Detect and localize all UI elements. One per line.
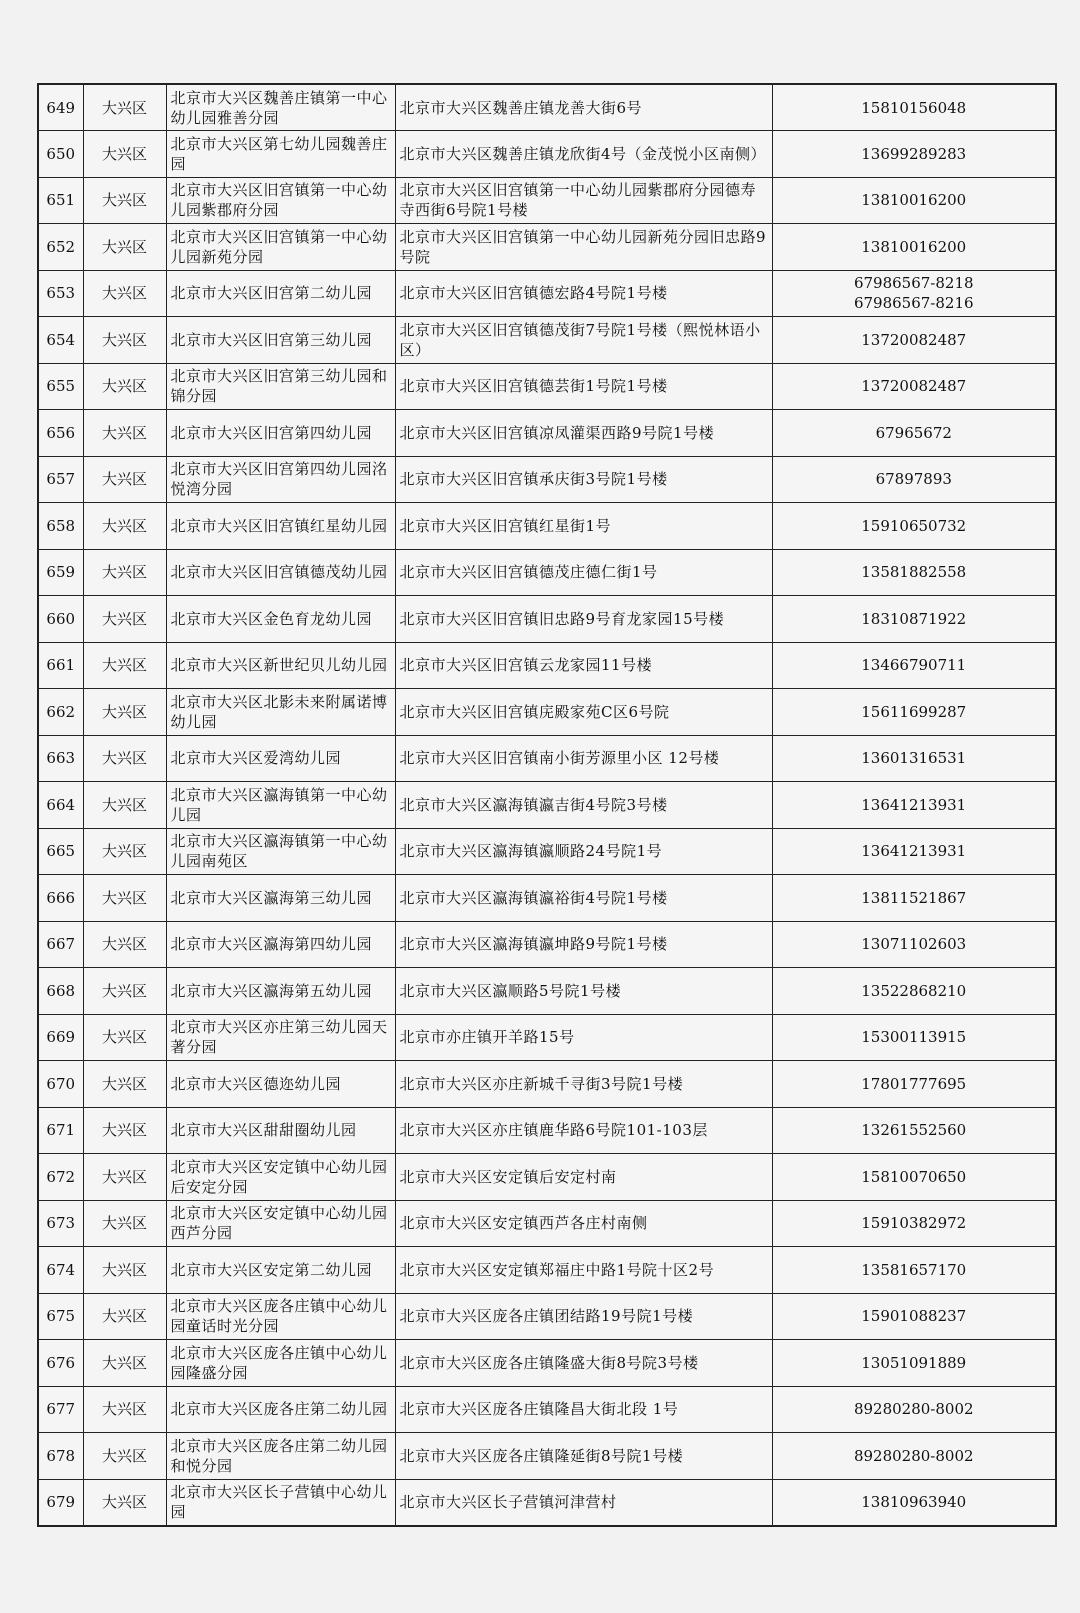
address-cell: 北京市大兴区庞各庄镇团结路19号院1号楼 — [395, 1293, 772, 1340]
table-row — [38, 968, 1056, 1015]
phone-cell: 15810070650 — [772, 1154, 1056, 1201]
row-number-cell: 658 — [38, 503, 83, 550]
district-cell: 大兴区 — [83, 782, 166, 829]
row-number-cell: 674 — [38, 1247, 83, 1294]
district-cell: 大兴区 — [83, 224, 166, 271]
address-cell: 北京市大兴区亦庄镇鹿华路6号院101-103层 — [395, 1107, 772, 1154]
phone-cell: 13810016200 — [772, 224, 1056, 271]
kindergarten-name-cell: 北京市大兴区瀛海镇第一中心幼儿园南苑区 — [166, 828, 395, 875]
table-row — [38, 84, 1056, 131]
phone-cell: 89280280-8002 — [772, 1386, 1056, 1433]
address-cell: 北京市大兴区旧宫镇德茂庄德仁街1号 — [395, 549, 772, 596]
district-cell: 大兴区 — [83, 828, 166, 875]
address-cell: 北京市大兴区长子营镇河津营村 — [395, 1479, 772, 1526]
table-row — [38, 1061, 1056, 1108]
kindergarten-name-cell: 北京市大兴区北影未来附属诺博幼儿园 — [166, 689, 395, 736]
row-number-cell: 673 — [38, 1200, 83, 1247]
kindergarten-name-cell: 北京市大兴区魏善庄镇第一中心幼儿园雅善分园 — [166, 84, 395, 131]
district-cell: 大兴区 — [83, 642, 166, 689]
table-row — [38, 828, 1056, 875]
row-number-cell: 672 — [38, 1154, 83, 1201]
district-cell: 大兴区 — [83, 1154, 166, 1201]
table-row — [38, 921, 1056, 968]
district-cell: 大兴区 — [83, 1433, 166, 1480]
address-cell: 北京市大兴区魏善庄镇龙欣街4号（金茂悦小区南侧） — [395, 131, 772, 178]
table-row — [38, 875, 1056, 922]
district-cell: 大兴区 — [83, 363, 166, 410]
table-row — [38, 1433, 1056, 1480]
table-row — [38, 270, 1056, 317]
kindergarten-name-cell: 北京市大兴区亦庄第三幼儿园天著分园 — [166, 1014, 395, 1061]
address-cell: 北京市大兴区旧宫镇庑殿家苑C区6号院 — [395, 689, 772, 736]
table-row — [38, 1386, 1056, 1433]
address-cell: 北京市大兴区瀛海镇瀛吉街4号院3号楼 — [395, 782, 772, 829]
table-row — [38, 1247, 1056, 1294]
district-cell: 大兴区 — [83, 1200, 166, 1247]
address-cell: 北京市大兴区魏善庄镇龙善大街6号 — [395, 84, 772, 131]
table-row — [38, 363, 1056, 410]
district-cell: 大兴区 — [83, 410, 166, 457]
phone-cell: 13466790711 — [772, 642, 1056, 689]
phone-cell: 15810156048 — [772, 84, 1056, 131]
row-number-cell: 659 — [38, 549, 83, 596]
row-number-cell: 660 — [38, 596, 83, 643]
table-row — [38, 131, 1056, 178]
address-cell: 北京市大兴区庞各庄镇隆盛大街8号院3号楼 — [395, 1340, 772, 1387]
address-cell: 北京市大兴区安定镇后安定村南 — [395, 1154, 772, 1201]
address-cell: 北京市大兴区亦庄新城千寻街3号院1号楼 — [395, 1061, 772, 1108]
row-number-cell: 663 — [38, 735, 83, 782]
row-number-cell: 662 — [38, 689, 83, 736]
row-number-cell: 670 — [38, 1061, 83, 1108]
kindergarten-name-cell: 北京市大兴区爱湾幼儿园 — [166, 735, 395, 782]
kindergarten-name-cell: 北京市大兴区庞各庄镇中心幼儿园童话时光分园 — [166, 1293, 395, 1340]
table-row — [38, 642, 1056, 689]
kindergarten-name-cell: 北京市大兴区旧宫第三幼儿园 — [166, 317, 395, 364]
row-number-cell: 652 — [38, 224, 83, 271]
district-cell: 大兴区 — [83, 1014, 166, 1061]
phone-cell: 89280280-8002 — [772, 1433, 1056, 1480]
kindergarten-name-cell: 北京市大兴区旧宫镇德茂幼儿园 — [166, 549, 395, 596]
district-cell: 大兴区 — [83, 270, 166, 317]
district-cell: 大兴区 — [83, 84, 166, 131]
district-cell: 大兴区 — [83, 1107, 166, 1154]
table-row — [38, 1293, 1056, 1340]
phone-cell: 13581882558 — [772, 549, 1056, 596]
address-cell: 北京市大兴区旧宫镇德芸街1号院1号楼 — [395, 363, 772, 410]
phone-cell: 15611699287 — [772, 689, 1056, 736]
phone-cell: 15910650732 — [772, 503, 1056, 550]
phone-cell: 17801777695 — [772, 1061, 1056, 1108]
table-row — [38, 317, 1056, 364]
phone-cell: 13261552560 — [772, 1107, 1056, 1154]
row-number-cell: 676 — [38, 1340, 83, 1387]
kindergarten-name-cell: 北京市大兴区新世纪贝儿幼儿园 — [166, 642, 395, 689]
kindergarten-name-cell: 北京市大兴区庞各庄第二幼儿园 — [166, 1386, 395, 1433]
phone-cell: 13641213931 — [772, 828, 1056, 875]
kindergarten-name-cell: 北京市大兴区瀛海第五幼儿园 — [166, 968, 395, 1015]
district-cell: 大兴区 — [83, 1247, 166, 1294]
address-cell: 北京市大兴区旧宫镇凉凤灌渠西路9号院1号楼 — [395, 410, 772, 457]
table-row — [38, 224, 1056, 271]
address-cell: 北京市大兴区瀛海镇瀛顺路24号院1号 — [395, 828, 772, 875]
table-row — [38, 1200, 1056, 1247]
phone-cell: 67965672 — [772, 410, 1056, 457]
district-cell: 大兴区 — [83, 503, 166, 550]
row-number-cell: 665 — [38, 828, 83, 875]
district-cell: 大兴区 — [83, 968, 166, 1015]
address-cell: 北京市大兴区旧宫镇德宏路4号院1号楼 — [395, 270, 772, 317]
table-row — [38, 549, 1056, 596]
phone-cell: 15910382972 — [772, 1200, 1056, 1247]
district-cell: 大兴区 — [83, 875, 166, 922]
kindergarten-name-cell: 北京市大兴区庞各庄第二幼儿园和悦分园 — [166, 1433, 395, 1480]
address-cell: 北京市大兴区旧宫镇第一中心幼儿园紫郡府分园德寿寺西街6号院1号楼 — [395, 177, 772, 224]
table-row — [38, 1479, 1056, 1526]
district-cell: 大兴区 — [83, 1061, 166, 1108]
address-cell: 北京市大兴区瀛海镇瀛裕街4号院1号楼 — [395, 875, 772, 922]
table-row — [38, 1154, 1056, 1201]
address-cell: 北京市大兴区安定镇郑福庄中路1号院十区2号 — [395, 1247, 772, 1294]
kindergarten-name-cell: 北京市大兴区旧宫第四幼儿园洺悦湾分园 — [166, 456, 395, 503]
phone-cell: 13810016200 — [772, 177, 1056, 224]
row-number-cell: 671 — [38, 1107, 83, 1154]
kindergarten-name-cell: 北京市大兴区金色育龙幼儿园 — [166, 596, 395, 643]
phone-cell: 13641213931 — [772, 782, 1056, 829]
district-cell: 大兴区 — [83, 596, 166, 643]
row-number-cell: 677 — [38, 1386, 83, 1433]
table-row — [38, 456, 1056, 503]
table-row — [38, 1014, 1056, 1061]
phone-cell: 13581657170 — [772, 1247, 1056, 1294]
phone-cell: 13522868210 — [772, 968, 1056, 1015]
address-cell: 北京市大兴区旧宫镇红星街1号 — [395, 503, 772, 550]
row-number-cell: 666 — [38, 875, 83, 922]
row-number-cell: 653 — [38, 270, 83, 317]
kindergarten-name-cell: 北京市大兴区庞各庄镇中心幼儿园隆盛分园 — [166, 1340, 395, 1387]
address-cell: 北京市大兴区庞各庄镇隆延街8号院1号楼 — [395, 1433, 772, 1480]
kindergarten-table — [37, 83, 1057, 1527]
address-cell: 北京市大兴区旧宫镇德茂街7号院1号楼（熙悦林语小区） — [395, 317, 772, 364]
table-row — [38, 735, 1056, 782]
phone-cell: 15901088237 — [772, 1293, 1056, 1340]
address-cell: 北京市大兴区安定镇西芦各庄村南侧 — [395, 1200, 772, 1247]
table-row — [38, 782, 1056, 829]
address-cell: 北京市大兴区旧宫镇南小街芳源里小区 12号楼 — [395, 735, 772, 782]
district-cell: 大兴区 — [83, 456, 166, 503]
district-cell: 大兴区 — [83, 131, 166, 178]
row-number-cell: 669 — [38, 1014, 83, 1061]
kindergarten-name-cell: 北京市大兴区安定镇中心幼儿园后安定分园 — [166, 1154, 395, 1201]
address-cell: 北京市亦庄镇开羊路15号 — [395, 1014, 772, 1061]
district-cell: 大兴区 — [83, 177, 166, 224]
kindergarten-name-cell: 北京市大兴区旧宫镇第一中心幼儿园紫郡府分园 — [166, 177, 395, 224]
kindergarten-name-cell: 北京市大兴区甜甜圈幼儿园 — [166, 1107, 395, 1154]
phone-cell: 13810963940 — [772, 1479, 1056, 1526]
phone-cell: 13720082487 — [772, 363, 1056, 410]
kindergarten-name-cell: 北京市大兴区瀛海第四幼儿园 — [166, 921, 395, 968]
table-row — [38, 596, 1056, 643]
kindergarten-name-cell: 北京市大兴区旧宫第二幼儿园 — [166, 270, 395, 317]
district-cell: 大兴区 — [83, 317, 166, 364]
kindergarten-name-cell: 北京市大兴区第七幼儿园魏善庄园 — [166, 131, 395, 178]
phone-cell: 13071102603 — [772, 921, 1056, 968]
kindergarten-name-cell: 北京市大兴区瀛海第三幼儿园 — [166, 875, 395, 922]
kindergarten-name-cell: 北京市大兴区德迩幼儿园 — [166, 1061, 395, 1108]
row-number-cell: 678 — [38, 1433, 83, 1480]
table-row — [38, 1340, 1056, 1387]
address-cell: 北京市大兴区旧宫镇云龙家园11号楼 — [395, 642, 772, 689]
row-number-cell: 649 — [38, 84, 83, 131]
phone-cell: 13699289283 — [772, 131, 1056, 178]
district-cell: 大兴区 — [83, 921, 166, 968]
table-row — [38, 689, 1056, 736]
address-cell: 北京市大兴区旧宫镇第一中心幼儿园新苑分园旧忠路9号院 — [395, 224, 772, 271]
district-cell: 大兴区 — [83, 735, 166, 782]
row-number-cell: 679 — [38, 1479, 83, 1526]
kindergarten-name-cell: 北京市大兴区旧宫镇第一中心幼儿园新苑分园 — [166, 224, 395, 271]
table-row — [38, 1107, 1056, 1154]
kindergarten-name-cell: 北京市大兴区瀛海镇第一中心幼儿园 — [166, 782, 395, 829]
row-number-cell: 657 — [38, 456, 83, 503]
kindergarten-name-cell: 北京市大兴区长子营镇中心幼儿园 — [166, 1479, 395, 1526]
address-cell: 北京市大兴区瀛顺路5号院1号楼 — [395, 968, 772, 1015]
kindergarten-name-cell: 北京市大兴区旧宫镇红星幼儿园 — [166, 503, 395, 550]
address-cell: 北京市大兴区瀛海镇瀛坤路9号院1号楼 — [395, 921, 772, 968]
address-cell: 北京市大兴区庞各庄镇隆昌大街北段 1号 — [395, 1386, 772, 1433]
row-number-cell: 668 — [38, 968, 83, 1015]
row-number-cell: 655 — [38, 363, 83, 410]
address-cell: 北京市大兴区旧宫镇承庆街3号院1号楼 — [395, 456, 772, 503]
district-cell: 大兴区 — [83, 1479, 166, 1526]
phone-cell: 67986567-8218 67986567-8216 — [772, 270, 1056, 317]
district-cell: 大兴区 — [83, 1386, 166, 1433]
kindergarten-name-cell: 北京市大兴区安定镇中心幼儿园西芦分园 — [166, 1200, 395, 1247]
phone-cell: 15300113915 — [772, 1014, 1056, 1061]
row-number-cell: 656 — [38, 410, 83, 457]
row-number-cell: 661 — [38, 642, 83, 689]
row-number-cell: 664 — [38, 782, 83, 829]
row-number-cell: 675 — [38, 1293, 83, 1340]
table-row — [38, 503, 1056, 550]
district-cell: 大兴区 — [83, 549, 166, 596]
row-number-cell: 667 — [38, 921, 83, 968]
kindergarten-name-cell: 北京市大兴区旧宫第三幼儿园和锦分园 — [166, 363, 395, 410]
table-row — [38, 177, 1056, 224]
table-row — [38, 410, 1056, 457]
district-cell: 大兴区 — [83, 689, 166, 736]
kindergarten-name-cell: 北京市大兴区旧宫第四幼儿园 — [166, 410, 395, 457]
address-cell: 北京市大兴区旧宫镇旧忠路9号育龙家园15号楼 — [395, 596, 772, 643]
phone-cell: 18310871922 — [772, 596, 1056, 643]
district-cell: 大兴区 — [83, 1293, 166, 1340]
phone-cell: 67897893 — [772, 456, 1056, 503]
row-number-cell: 651 — [38, 177, 83, 224]
kindergarten-name-cell: 北京市大兴区安定第二幼儿园 — [166, 1247, 395, 1294]
phone-cell: 13051091889 — [772, 1340, 1056, 1387]
table-body — [38, 84, 1056, 1526]
row-number-cell: 650 — [38, 131, 83, 178]
phone-cell: 13811521867 — [772, 875, 1056, 922]
phone-cell: 13601316531 — [772, 735, 1056, 782]
row-number-cell: 654 — [38, 317, 83, 364]
district-cell: 大兴区 — [83, 1340, 166, 1387]
phone-cell: 13720082487 — [772, 317, 1056, 364]
